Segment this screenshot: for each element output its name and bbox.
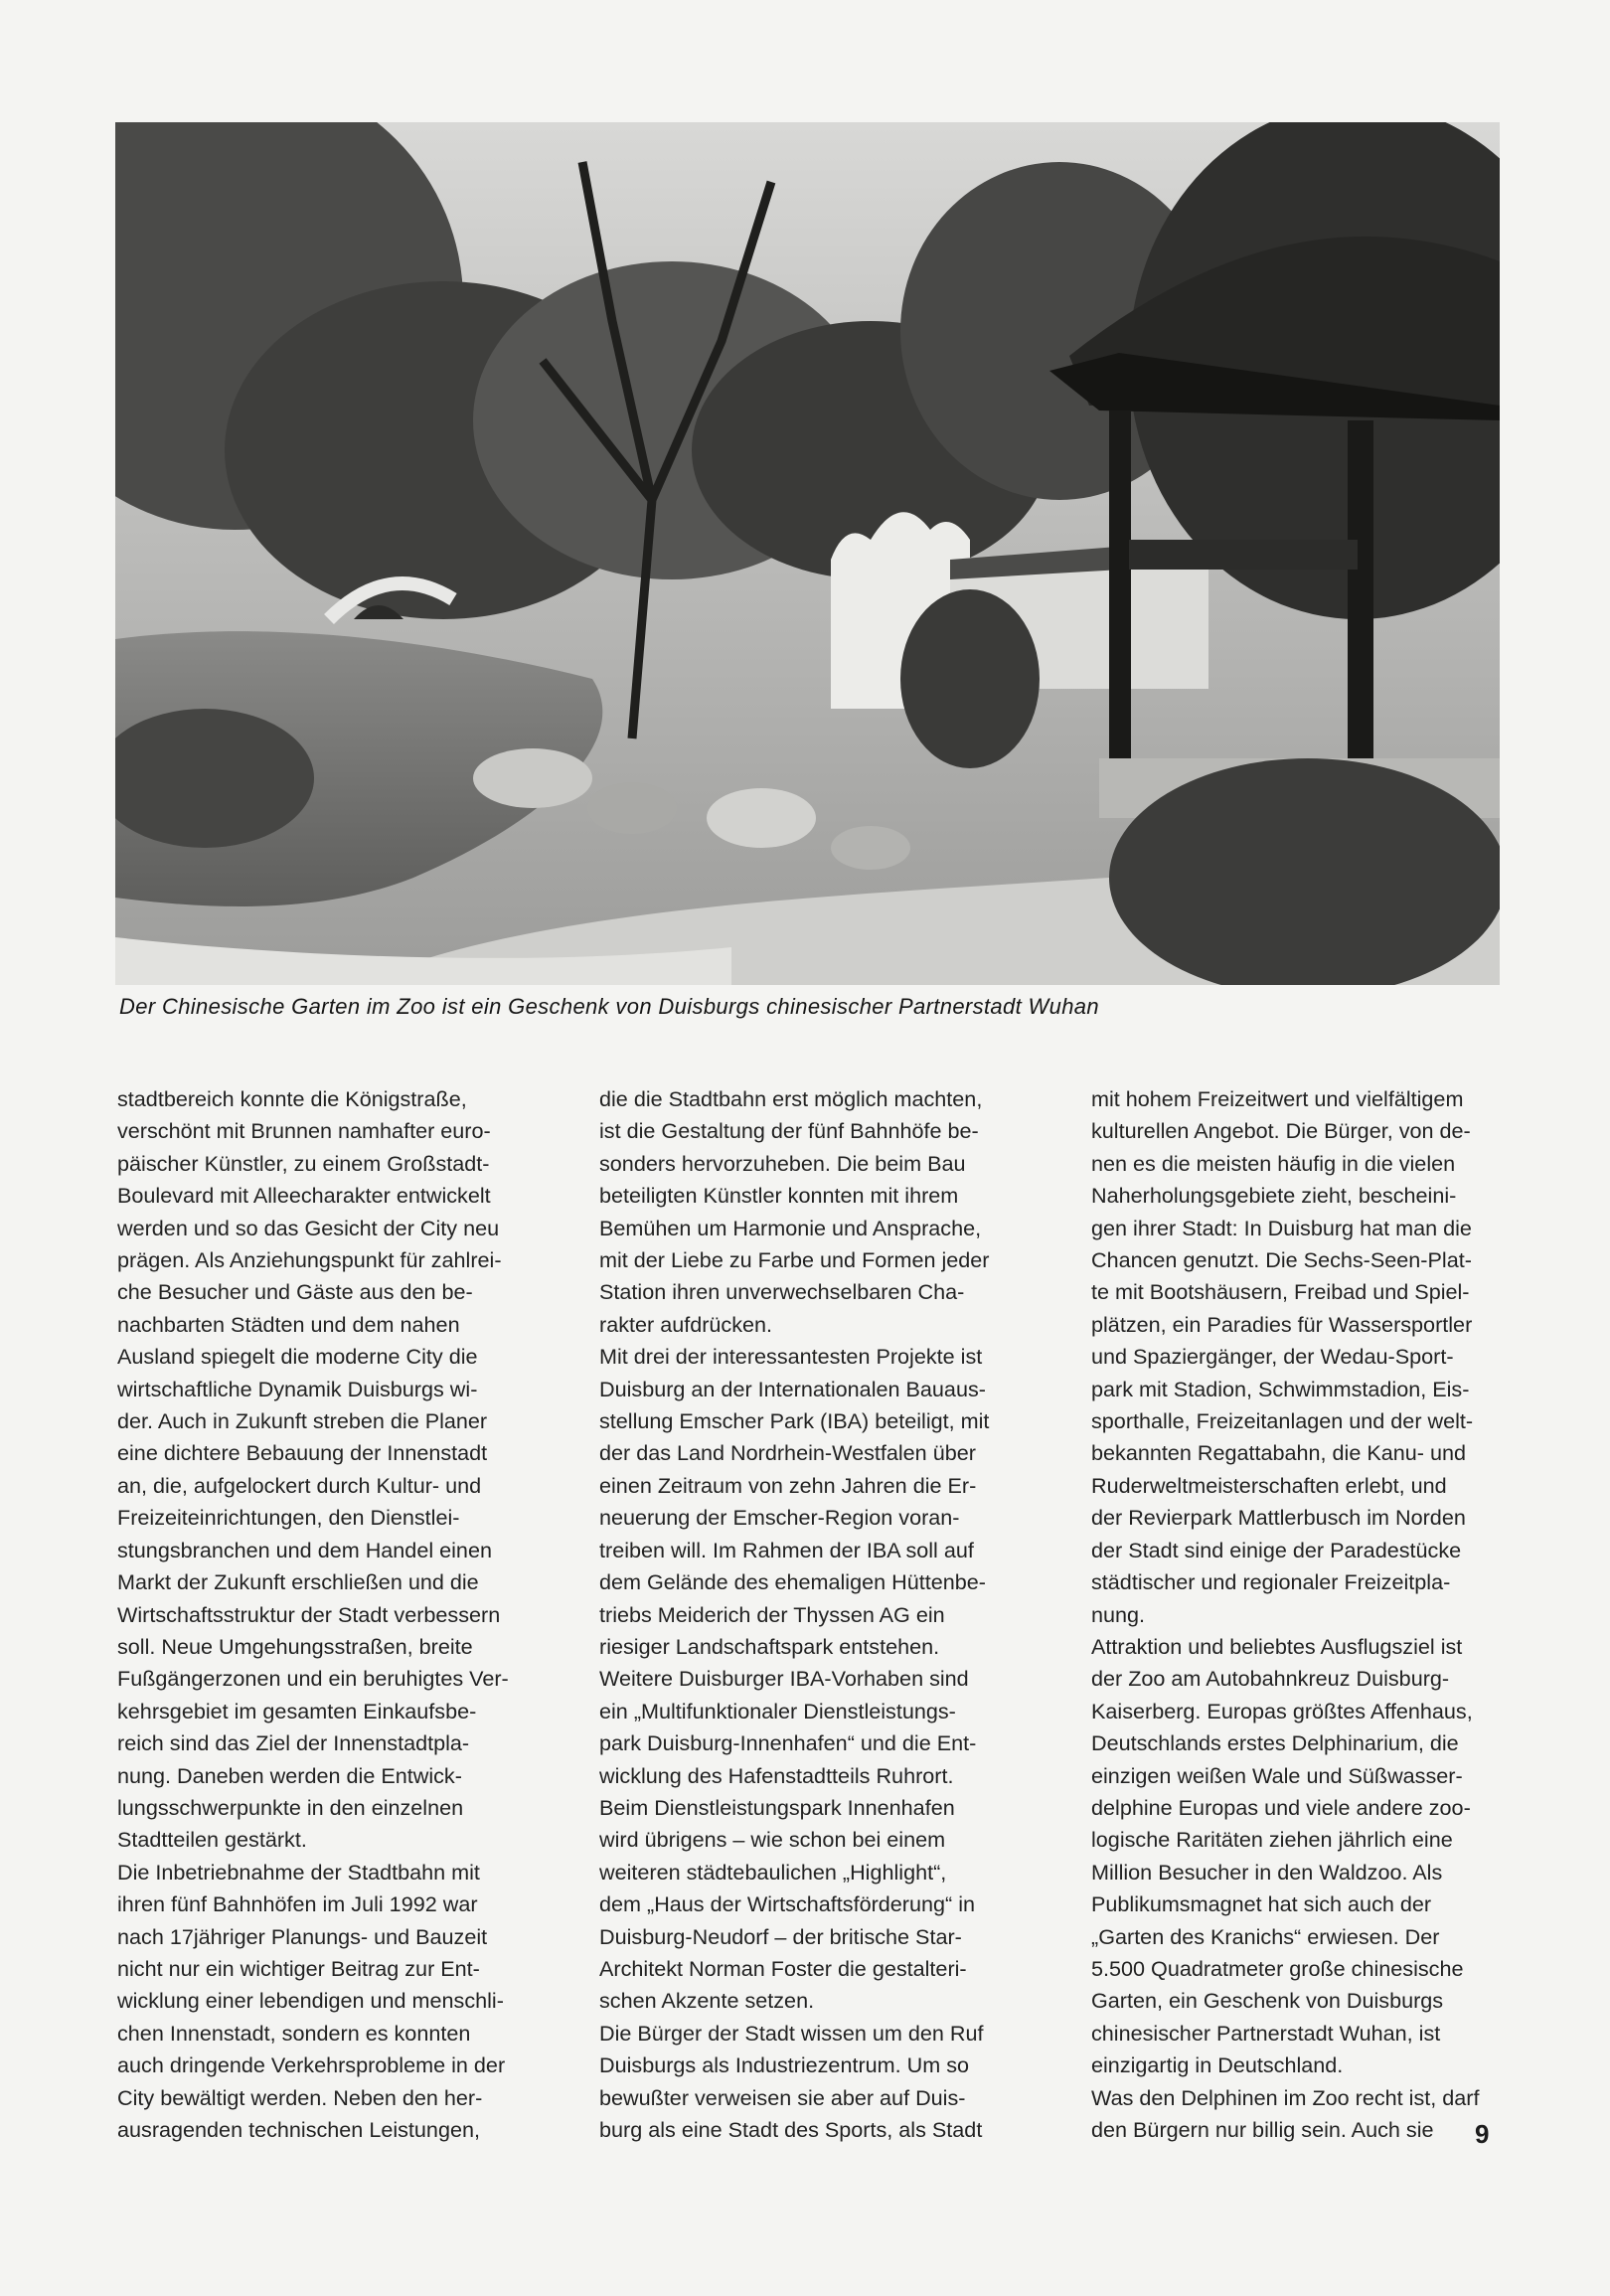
text-line: triebs Meiderich der Thyssen AG ein [599, 1601, 945, 1627]
text-line: mit hohem Freizeitwert und vielfältigem [1091, 1086, 1464, 1111]
text-line: dem „Haus der Wirtschaftsförderung“ in [599, 1891, 976, 1917]
text-line: Die Bürger der Stadt wissen um den Ruf [599, 2020, 984, 2046]
text-line: kehrsgebiet im gesamten Einkaufsbe- [117, 1698, 477, 1723]
text-line: riesiger Landschaftspark entstehen. [599, 1633, 940, 1659]
text-line: Mit drei der interessantesten Projekte ist [599, 1344, 983, 1370]
text-line: Attraktion und beliebtes Ausflugsziel ist [1091, 1633, 1463, 1659]
text-line: stadtbereich konnte die Königstraße, [117, 1086, 467, 1111]
text-line: che Besucher und Gäste aus den be- [117, 1279, 473, 1305]
text-line: wirtschaftliche Dynamik Duisburgs wi- [117, 1376, 478, 1401]
text-line: einen Zeitraum von zehn Jahren die Er- [599, 1472, 977, 1498]
text-line: an, die, aufgelockert durch Kultur- und [117, 1472, 482, 1498]
text-line: te mit Bootshäusern, Freibad und Spiel- [1091, 1279, 1470, 1305]
text-line: der Zoo am Autobahnkreuz Duisburg- [1091, 1666, 1450, 1692]
text-column-2 [599, 1083, 1017, 2146]
text-line: dem Gelände des ehemaligen Hüttenbe- [599, 1569, 986, 1595]
text-line: Kaiserberg. Europas größtes Affenhaus, [1091, 1698, 1473, 1723]
text-line: soll. Neue Umgehungsstraßen, breite [117, 1633, 473, 1659]
text-line: nung. [1091, 1601, 1146, 1627]
text-line: bekannten Regattabahn, die Kanu- und [1091, 1440, 1466, 1466]
text-line: eine dichtere Bebauung der Innenstadt [117, 1440, 488, 1466]
photo-caption: Der Chinesische Garten im Zoo ist ein Geschenk von Duisburgs chinesischer Partnerstadt Wuhan [119, 994, 1099, 1019]
text-line: sonders hervorzuheben. Die beim Bau [599, 1150, 966, 1176]
text-line: Stadtteilen gestärkt. [117, 1827, 307, 1853]
text-line: burg als eine Stadt des Sports, als Stadt [599, 2117, 983, 2142]
text-line: Markt der Zukunft erschließen und die [117, 1569, 479, 1595]
text-line: ist die Gestaltung der fünf Bahnhöfe be- [599, 1118, 979, 1144]
text-line: mit der Liebe zu Farbe und Formen jeder [599, 1247, 990, 1273]
text-line: Ruderweltmeisterschaften erlebt, und [1091, 1472, 1447, 1498]
text-line: wird übrigens – wie schon bei einem [599, 1827, 946, 1853]
column-3-paragraph [1091, 1083, 1509, 2146]
text-line: logische Raritäten ziehen jährlich eine [1091, 1827, 1453, 1853]
text-line: Station ihren unverwechselbaren Cha- [599, 1279, 965, 1305]
text-column-1 [117, 1083, 535, 2146]
text-line: Garten, ein Geschenk von Duisburgs [1091, 1988, 1444, 2014]
text-line: treiben will. Im Rahmen der IBA soll auf [599, 1537, 974, 1562]
text-line: beteiligten Künstler konnten mit ihrem [599, 1183, 959, 1209]
text-line: 5.500 Quadratmeter große chinesische [1091, 1955, 1464, 1981]
garden-photo-illustration [115, 122, 1500, 985]
text-line: City bewältigt werden. Neben den her- [117, 2084, 483, 2110]
text-line: park Duisburg-Innenhafen“ und die Ent- [599, 1730, 977, 1756]
text-line: Ausland spiegelt die moderne City die [117, 1344, 478, 1370]
text-line: „Garten des Kranichs“ erwiesen. Der [1091, 1923, 1440, 1949]
text-line: Die Inbetriebnahme der Stadtbahn mit [117, 1859, 480, 1885]
text-column-3 [1091, 1083, 1509, 2146]
text-line: chinesischer Partnerstadt Wuhan, ist [1091, 2020, 1441, 2046]
text-line: stungsbranchen und dem Handel einen [117, 1537, 492, 1562]
text-line: plätzen, ein Paradies für Wassersportler [1091, 1311, 1473, 1337]
page-number: 9 [1475, 2119, 1490, 2149]
text-line: verschönt mit Brunnen namhafter euro- [117, 1118, 491, 1144]
text-line: Publikumsmagnet hat sich auch der [1091, 1891, 1432, 1917]
text-line: chen Innenstadt, sondern es konnten [117, 2020, 471, 2046]
text-line: der. Auch in Zukunft streben die Planer [117, 1408, 488, 1434]
text-line: stellung Emscher Park (IBA) beteiligt, mit [599, 1408, 990, 1434]
text-line: nicht nur ein wichtiger Beitrag zur Ent- [117, 1955, 480, 1981]
text-line: reich sind das Ziel der Innenstadtpla- [117, 1730, 470, 1756]
text-line: der Stadt sind einige der Paradestücke [1091, 1537, 1462, 1562]
text-line: Freizeiteinrichtungen, den Dienstlei- [117, 1505, 460, 1531]
text-line: Weitere Duisburger IBA-Vorhaben sind [599, 1666, 969, 1692]
text-line: Duisburg an der Internationalen Bauaus- [599, 1376, 986, 1401]
column-2-paragraph [599, 1083, 1017, 2146]
text-line: Chancen genutzt. Die Sechs-Seen-Plat- [1091, 1247, 1472, 1273]
text-line: lungsschwerpunkte in den einzelnen [117, 1794, 464, 1820]
text-line: Million Besucher in den Waldzoo. Als [1091, 1859, 1443, 1885]
text-line: bewußter verweisen sie aber auf Duis- [599, 2084, 966, 2110]
text-line: rakter aufdrücken. [599, 1311, 773, 1337]
text-line: ihren fünf Bahnhöfen im Juli 1992 war [117, 1891, 478, 1917]
text-line: Boulevard mit Alleecharakter entwickelt [117, 1183, 491, 1209]
column-1-paragraph [117, 1083, 535, 2146]
text-line: Beim Dienstleistungspark Innenhafen [599, 1794, 955, 1820]
text-line: die die Stadtbahn erst möglich machten, [599, 1086, 983, 1111]
text-line: Naherholungsgebiete zieht, bescheini- [1091, 1183, 1457, 1209]
text-line: Deutschlands erstes Delphinarium, die [1091, 1730, 1459, 1756]
text-line: neuerung der Emscher-Region voran- [599, 1505, 960, 1531]
text-line: einzigartig in Deutschland. [1091, 2052, 1344, 2078]
text-line: nachbarten Städten und dem nahen [117, 1311, 460, 1337]
text-line: nach 17jähriger Planungs- und Bauzeit [117, 1923, 488, 1949]
text-line: den Bürgern nur billig sein. Auch sie [1091, 2117, 1434, 2142]
text-line: wicklung einer lebendigen und menschli- [117, 1988, 504, 2014]
text-line: delphine Europas und viele andere zoo- [1091, 1794, 1471, 1820]
text-line: und Spaziergänger, der Wedau-Sport- [1091, 1344, 1454, 1370]
text-line: Duisburgs als Industriezentrum. Um so [599, 2052, 970, 2078]
text-line: ausragenden technischen Leistungen, [117, 2117, 480, 2142]
text-line: sporthalle, Freizeitanlagen und der welt- [1091, 1408, 1474, 1434]
text-line: städtischer und regionaler Freizeitpla- [1091, 1569, 1451, 1595]
text-line: Wirtschaftsstruktur der Stadt verbessern [117, 1601, 501, 1627]
text-line: einzigen weißen Wale und Süßwasser- [1091, 1762, 1463, 1788]
text-line: Fußgängerzonen und ein beruhigtes Ver- [117, 1666, 509, 1692]
text-line: schen Akzente setzen. [599, 1988, 815, 2014]
text-line: Bemühen um Harmonie und Ansprache, [599, 1215, 982, 1240]
text-line: nen es die meisten häufig in die vielen [1091, 1150, 1456, 1176]
text-line: prägen. Als Anziehungspunkt für zahlrei- [117, 1247, 502, 1273]
text-line: Architekt Norman Foster die gestalteri- [599, 1955, 967, 1981]
text-line: weiteren städtebaulichen „Highlight“, [599, 1859, 947, 1885]
text-line: kulturellen Angebot. Die Bürger, von de- [1091, 1118, 1471, 1144]
text-line: der Revierpark Mattlerbusch im Norden [1091, 1505, 1466, 1531]
text-line: auch dringende Verkehrsprobleme in der [117, 2052, 506, 2078]
text-line: park mit Stadion, Schwimmstadion, Eis- [1091, 1376, 1470, 1401]
text-line: der das Land Nordrhein-Westfalen über [599, 1440, 976, 1466]
text-line: werden und so das Gesicht der City neu [117, 1215, 500, 1240]
text-line: nung. Daneben werden die Entwick- [117, 1762, 462, 1788]
text-line: gen ihrer Stadt: In Duisburg hat man die [1091, 1215, 1472, 1240]
text-line: päischer Künstler, zu einem Großstadt- [117, 1150, 490, 1176]
text-line: ein „Multifunktionaler Dienstleistungs- [599, 1698, 956, 1723]
text-line: Was den Delphinen im Zoo recht ist, darf [1091, 2084, 1480, 2110]
chinese-garden-photo [115, 122, 1500, 985]
text-line: Duisburg-Neudorf – der britische Star- [599, 1923, 962, 1949]
text-line: wicklung des Hafenstadtteils Ruhrort. [599, 1762, 954, 1788]
